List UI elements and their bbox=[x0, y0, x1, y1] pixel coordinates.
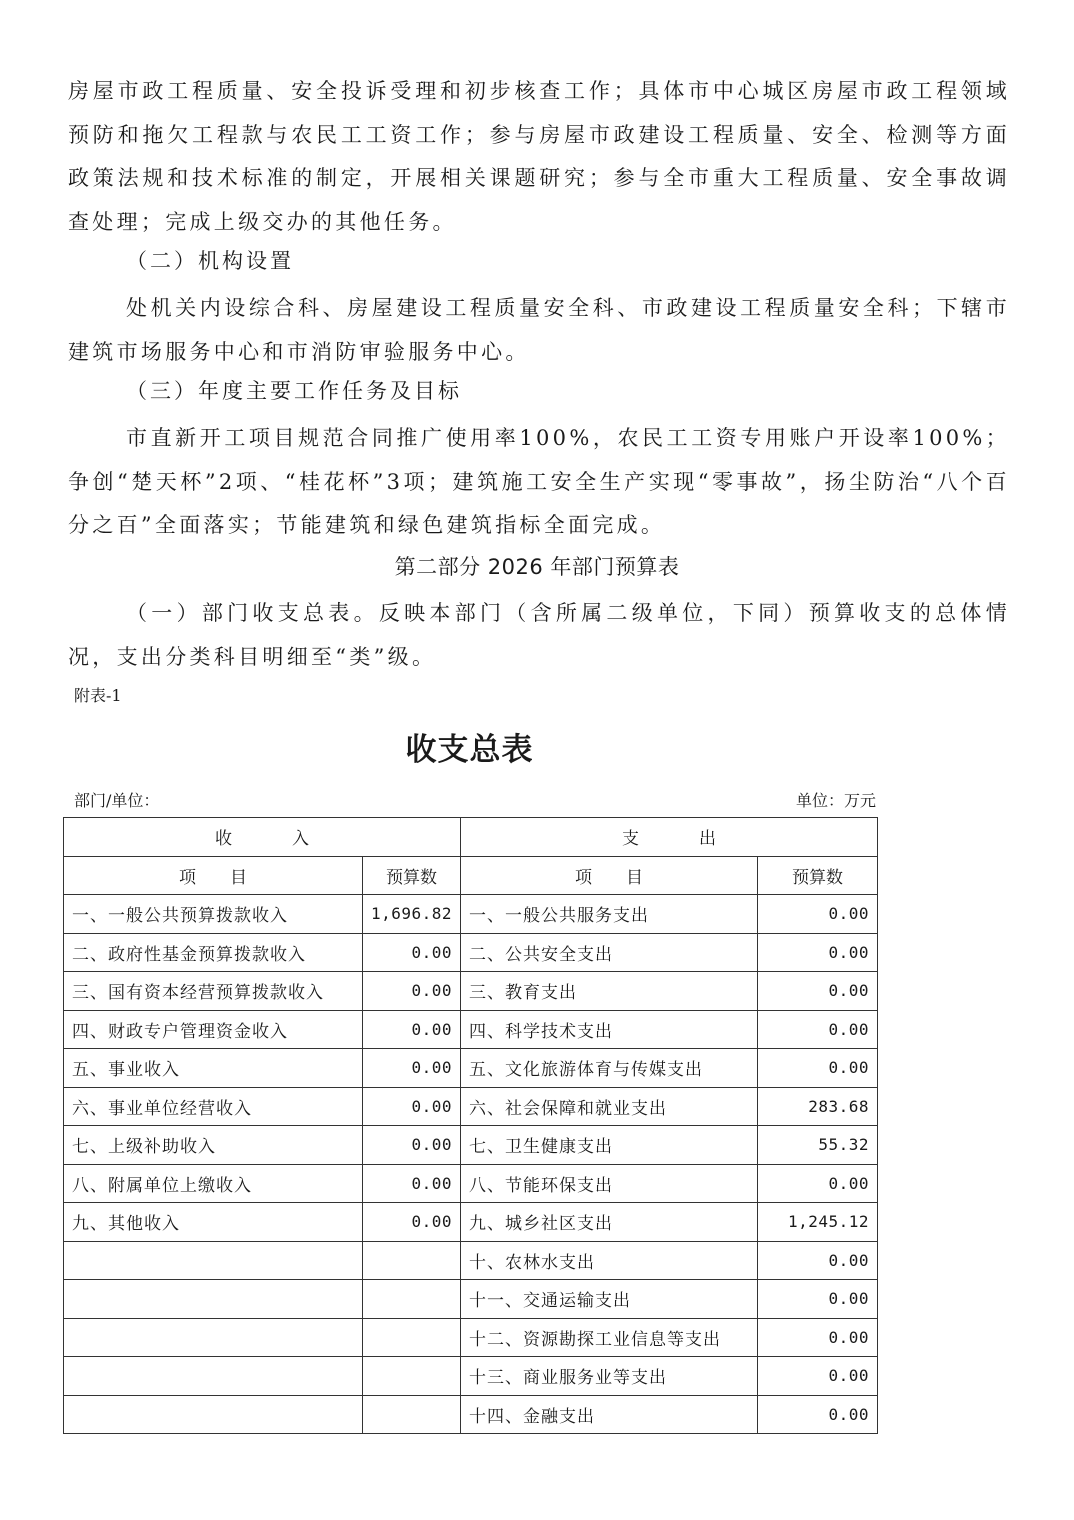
expense-header-char-1: 支 bbox=[622, 829, 639, 850]
expense-item-cell: 五、文化旅游体育与传媒支出 bbox=[461, 1049, 758, 1088]
table-row bbox=[64, 972, 878, 1011]
income-item-cell: 一、一般公共预算拨款收入 bbox=[64, 895, 363, 934]
income-item-cell bbox=[64, 1357, 363, 1396]
expense-item-cell: 十三、商业服务业等支出 bbox=[461, 1357, 758, 1396]
expense-amount-cell: 0.00 bbox=[758, 933, 878, 972]
expense-item-cell: 二、公共安全支出 bbox=[461, 933, 758, 972]
expense-amount-header: 预算数 bbox=[758, 856, 878, 895]
item-header-char-2: 目 bbox=[626, 867, 643, 888]
part-title: 第二部分 2026 年部门预算表 bbox=[394, 555, 680, 579]
income-item-cell: 七、上级补助收入 bbox=[64, 1126, 363, 1165]
table-row bbox=[64, 1318, 878, 1357]
table-row bbox=[64, 1203, 878, 1242]
expense-amount-cell: 0.00 bbox=[758, 1357, 878, 1396]
table-row bbox=[64, 1241, 878, 1280]
expense-amount-cell: 55.32 bbox=[758, 1126, 878, 1165]
column-header-row bbox=[64, 856, 878, 895]
table-row bbox=[64, 1010, 878, 1049]
expense-amount-cell: 0.00 bbox=[758, 1049, 878, 1088]
income-item-cell bbox=[64, 1280, 363, 1319]
table-row bbox=[64, 1280, 878, 1319]
income-amount-cell: 1,696.82 bbox=[363, 895, 461, 934]
income-amount-cell bbox=[363, 1280, 461, 1319]
income-item-cell: 五、事业收入 bbox=[64, 1049, 363, 1088]
expense-amount-cell: 0.00 bbox=[758, 972, 878, 1011]
income-item-cell bbox=[64, 1318, 363, 1357]
table-row bbox=[64, 1087, 878, 1126]
expense-item-cell: 十、农林水支出 bbox=[461, 1241, 758, 1280]
heading-tasks: （三）年度主要工作任务及目标 bbox=[126, 379, 462, 403]
expense-amount-cell: 0.00 bbox=[758, 1280, 878, 1319]
paragraph-tasks: 市直新开工项目规范合同推广使用率100%，农民工工资专用账户开设率100%；争创“楚天杯”2项、“桂花杯”3项；建筑施工安全生产实现“零事故”，扬尘防治“八个百分之百”全面落实；节能建筑和绿色建筑指标全面完成。 bbox=[68, 426, 1010, 537]
income-item-cell: 六、事业单位经营收入 bbox=[64, 1087, 363, 1126]
income-amount-header: 预算数 bbox=[363, 856, 461, 895]
income-item-header bbox=[64, 856, 363, 895]
expense-item-cell: 九、城乡社区支出 bbox=[461, 1203, 758, 1242]
expense-amount-cell: 0.00 bbox=[758, 1164, 878, 1203]
expense-amount-cell: 0.00 bbox=[758, 1395, 878, 1434]
income-header-char-2: 入 bbox=[292, 829, 309, 850]
paragraph-organization: 处机关内设综合科、房屋建设工程质量安全科、市政建设工程质量安全科；下辖市建筑市场服务中心和市消防审验服务中心。 bbox=[68, 296, 1010, 364]
income-item-cell bbox=[64, 1241, 363, 1280]
paragraph-duties: 房屋市政工程质量、安全投诉受理和初步核查工作；具体市中心城区房屋市政工程领域预防和拖欠工程款与农民工工资工作；参与房屋市政建设工程质量、安全、检测等方面政策法规和技术标准的制定，开展相关课题研究；参与全市重大工程质量、安全事故调查处理；完成上级交办的其他任务。 bbox=[68, 79, 1010, 234]
income-amount-cell bbox=[363, 1395, 461, 1434]
income-group-header bbox=[64, 818, 461, 857]
expense-amount-cell: 0.00 bbox=[758, 1318, 878, 1357]
expense-amount-cell: 0.00 bbox=[758, 1241, 878, 1280]
expense-item-cell: 六、社会保障和就业支出 bbox=[461, 1087, 758, 1126]
income-amount-cell: 0.00 bbox=[363, 1126, 461, 1165]
expense-item-cell: 一、一般公共服务支出 bbox=[461, 895, 758, 934]
expense-item-cell: 八、节能环保支出 bbox=[461, 1164, 758, 1203]
group-header-row bbox=[64, 818, 878, 857]
expense-amount-cell: 0.00 bbox=[758, 895, 878, 934]
expense-item-cell: 七、卫生健康支出 bbox=[461, 1126, 758, 1165]
expense-amount-cell: 283.68 bbox=[758, 1087, 878, 1126]
income-item-cell: 三、国有资本经营预算拨款收入 bbox=[64, 972, 363, 1011]
dept-label: 部门/单位： bbox=[74, 791, 160, 810]
expense-item-header bbox=[461, 856, 758, 895]
table-row bbox=[64, 1164, 878, 1203]
expense-item-cell: 十二、资源勘探工业信息等支出 bbox=[461, 1318, 758, 1357]
income-amount-cell bbox=[363, 1241, 461, 1280]
income-item-cell: 二、政府性基金预算拨款收入 bbox=[64, 933, 363, 972]
heading-organization: （二）机构设置 bbox=[126, 249, 294, 273]
income-amount-cell: 0.00 bbox=[363, 1049, 461, 1088]
income-item-cell bbox=[64, 1395, 363, 1434]
item-header-char-2: 目 bbox=[230, 867, 247, 888]
expense-amount-cell: 1,245.12 bbox=[758, 1203, 878, 1242]
income-amount-cell bbox=[363, 1318, 461, 1357]
item-header-char-1: 项 bbox=[575, 867, 592, 888]
appendix-label: 附表-1 bbox=[74, 686, 122, 705]
income-amount-cell: 0.00 bbox=[363, 933, 461, 972]
expense-item-cell: 三、教育支出 bbox=[461, 972, 758, 1011]
income-item-cell: 九、其他收入 bbox=[64, 1203, 363, 1242]
item-header-char-1: 项 bbox=[179, 867, 196, 888]
expense-item-cell: 十四、金融支出 bbox=[461, 1395, 758, 1434]
income-amount-cell: 0.00 bbox=[363, 972, 461, 1011]
income-amount-cell: 0.00 bbox=[363, 1010, 461, 1049]
budget-summary-table bbox=[63, 817, 878, 1434]
table-title: 收支总表 bbox=[405, 732, 534, 768]
expense-item-cell: 四、科学技术支出 bbox=[461, 1010, 758, 1049]
income-amount-cell: 0.00 bbox=[363, 1087, 461, 1126]
expense-group-header bbox=[461, 818, 878, 857]
expense-header-char-2: 出 bbox=[699, 829, 716, 850]
table-row bbox=[64, 1357, 878, 1396]
unit-label: 单位：万元 bbox=[795, 791, 876, 810]
income-item-cell: 四、财政专户管理资金收入 bbox=[64, 1010, 363, 1049]
income-amount-cell: 0.00 bbox=[363, 1203, 461, 1242]
income-item-cell: 八、附属单位上缴收入 bbox=[64, 1164, 363, 1203]
table-row bbox=[64, 895, 878, 934]
income-amount-cell bbox=[363, 1357, 461, 1396]
expense-amount-cell: 0.00 bbox=[758, 1010, 878, 1049]
paragraph-summary-table: （一）部门收支总表。反映本部门（含所属二级单位，下同）预算收支的总体情况，支出分类科目明细至“类”级。 bbox=[68, 601, 1010, 669]
income-header-char-1: 收 bbox=[215, 829, 232, 850]
table-row bbox=[64, 933, 878, 972]
table-row bbox=[64, 1395, 878, 1434]
expense-item-cell: 十一、交通运输支出 bbox=[461, 1280, 758, 1319]
table-row bbox=[64, 1126, 878, 1165]
income-amount-cell: 0.00 bbox=[363, 1164, 461, 1203]
table-row bbox=[64, 1049, 878, 1088]
